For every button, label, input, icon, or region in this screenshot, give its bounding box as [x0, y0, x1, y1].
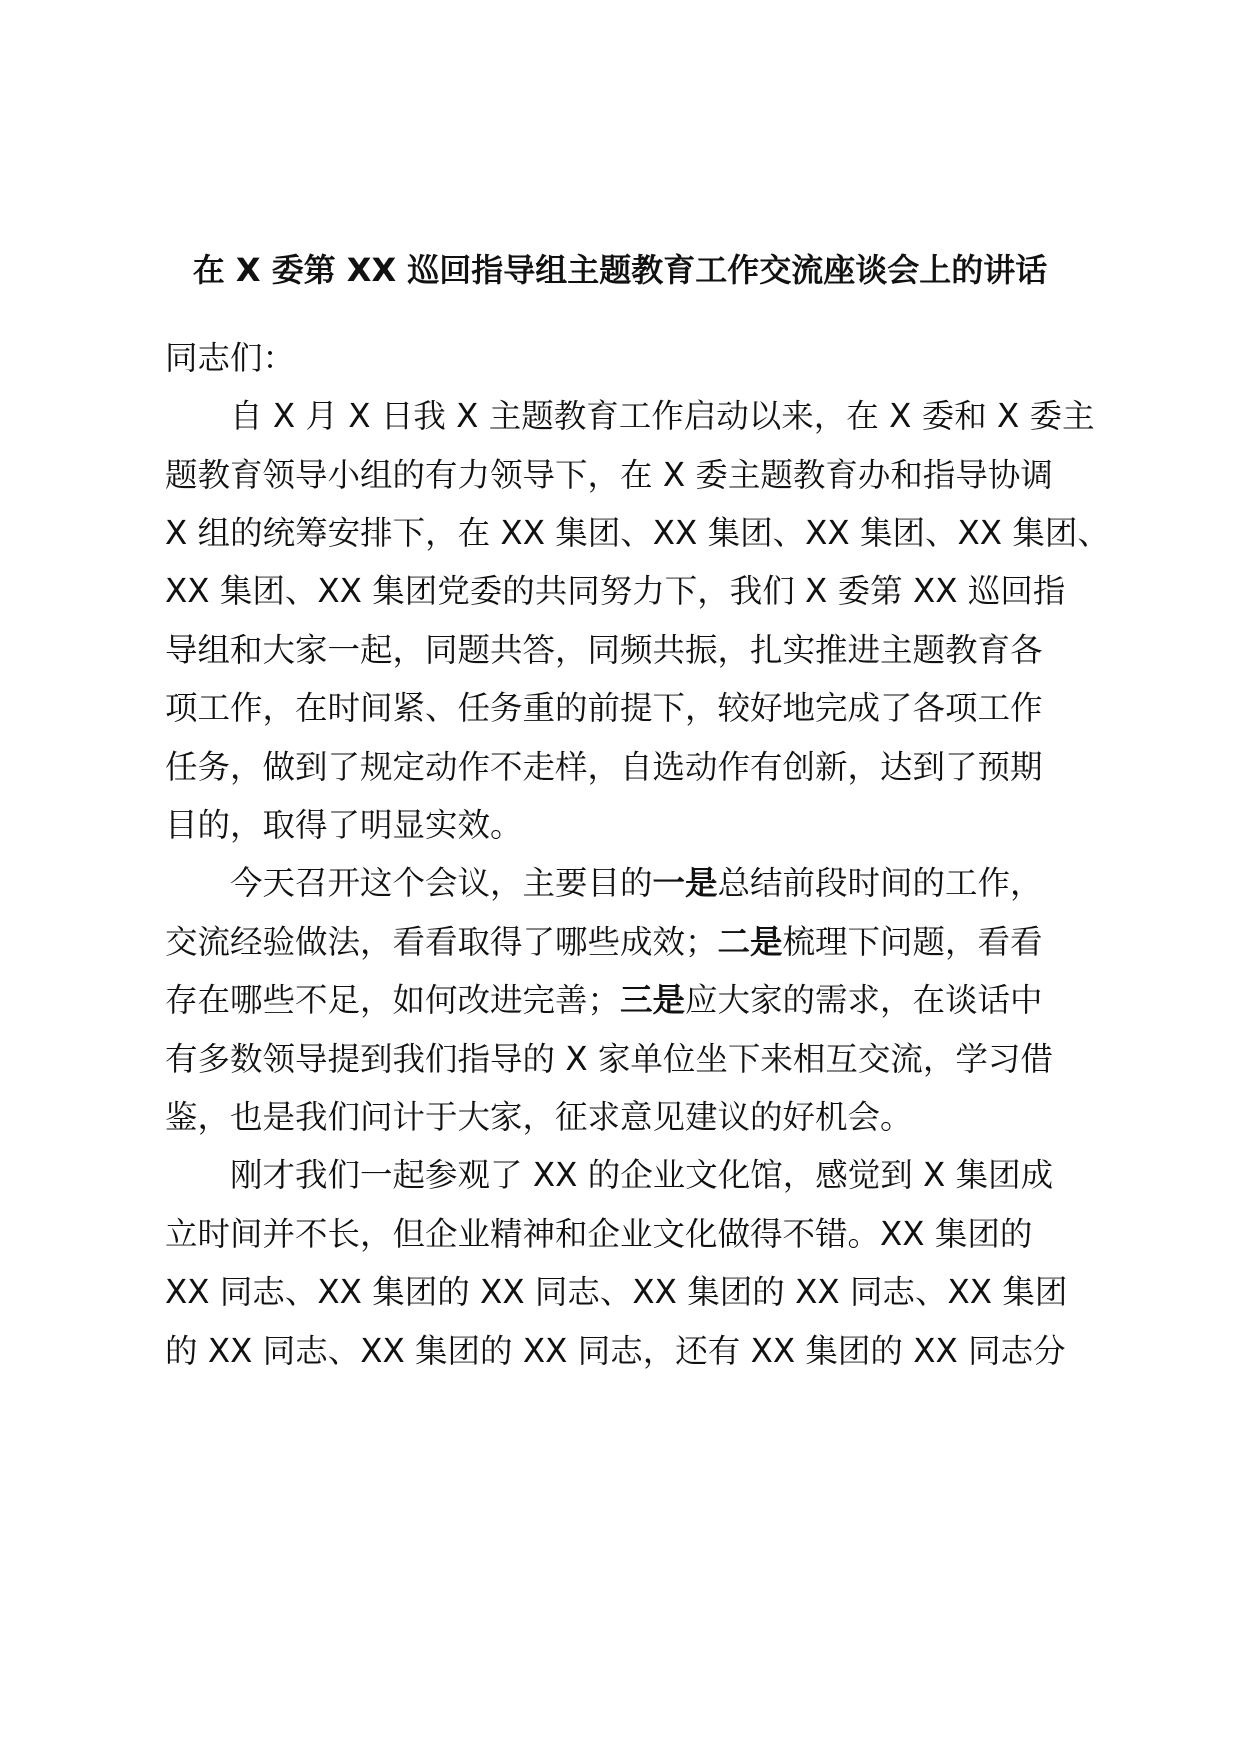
emphasis-third: 三是	[620, 981, 686, 1019]
paragraph3-line: XX 同志、XX 集团的 XX 同志、XX 集团的 XX 同志、XX 集团	[165, 1273, 1068, 1311]
paragraph2-text: 应大家的需求，在谈话中	[685, 981, 1043, 1019]
paragraph2-text: 梳理下问题，看看	[782, 923, 1043, 961]
paragraph2-line	[230, 861, 1043, 905]
paragraph2-text: 交流经验做法，看看取得了哪些成效；	[165, 923, 718, 961]
paragraph1-line: 自 X 月 X 日我 X 主题教育工作启动以来，在 X 委和 X 委主	[230, 397, 1095, 435]
paragraph3-line: 的 XX 同志、XX 集团的 XX 同志，还有 XX 集团的 XX 同志分	[165, 1332, 1066, 1370]
paragraph2-line: 鉴，也是我们问计于大家，征求意见建议的好机会。	[165, 1098, 913, 1136]
paragraph1-line: 任务，做到了规定动作不走样，自选动作有创新，达到了预期	[165, 748, 1043, 786]
emphasis-first: 一是	[652, 864, 718, 902]
paragraph1-line: 导组和大家一起，同题共答，同频共振，扎实推进主题教育各	[165, 631, 1043, 669]
paragraph2-text: 总结前段时间的工作，	[717, 864, 1043, 902]
paragraph2-line: 有多数领导提到我们指导的 X 家单位坐下来相互交流，学习借	[165, 1040, 1053, 1078]
paragraph1-line: X 组的统筹安排下，在 XX 集团、XX 集团、XX 集团、XX 集团、	[165, 514, 1110, 552]
paragraph2-text: 今天召开这个会议，主要目的	[230, 864, 653, 902]
paragraph1-line: 项工作，在时间紧、任务重的前提下，较好地完成了各项工作	[165, 689, 1043, 727]
paragraph2-line	[165, 920, 1043, 964]
emphasis-second: 二是	[717, 923, 783, 961]
paragraph2-text: 存在哪些不足，如何改进完善；	[165, 981, 621, 1019]
paragraph3-line: 立时间并不长，但企业精神和企业文化做得不错。XX 集团的	[165, 1215, 1033, 1253]
salutation: 同志们：	[165, 339, 296, 377]
paragraph1-line: 题教育领导小组的有力领导下，在 X 委主题教育办和指导协调	[165, 456, 1053, 494]
paragraph1-line: XX 集团、XX 集团党委的共同努力下，我们 X 委第 XX 巡回指	[165, 572, 1066, 610]
speech-title: 在 X 委第 XX 巡回指导组主题教育工作交流座谈会上的讲话	[192, 251, 1048, 289]
paragraph3-line: 刚才我们一起参观了 XX 的企业文化馆，感觉到 X 集团成	[230, 1156, 1054, 1194]
paragraph2-line	[165, 978, 1043, 1022]
paragraph1-line: 目的，取得了明显实效。	[165, 806, 523, 844]
